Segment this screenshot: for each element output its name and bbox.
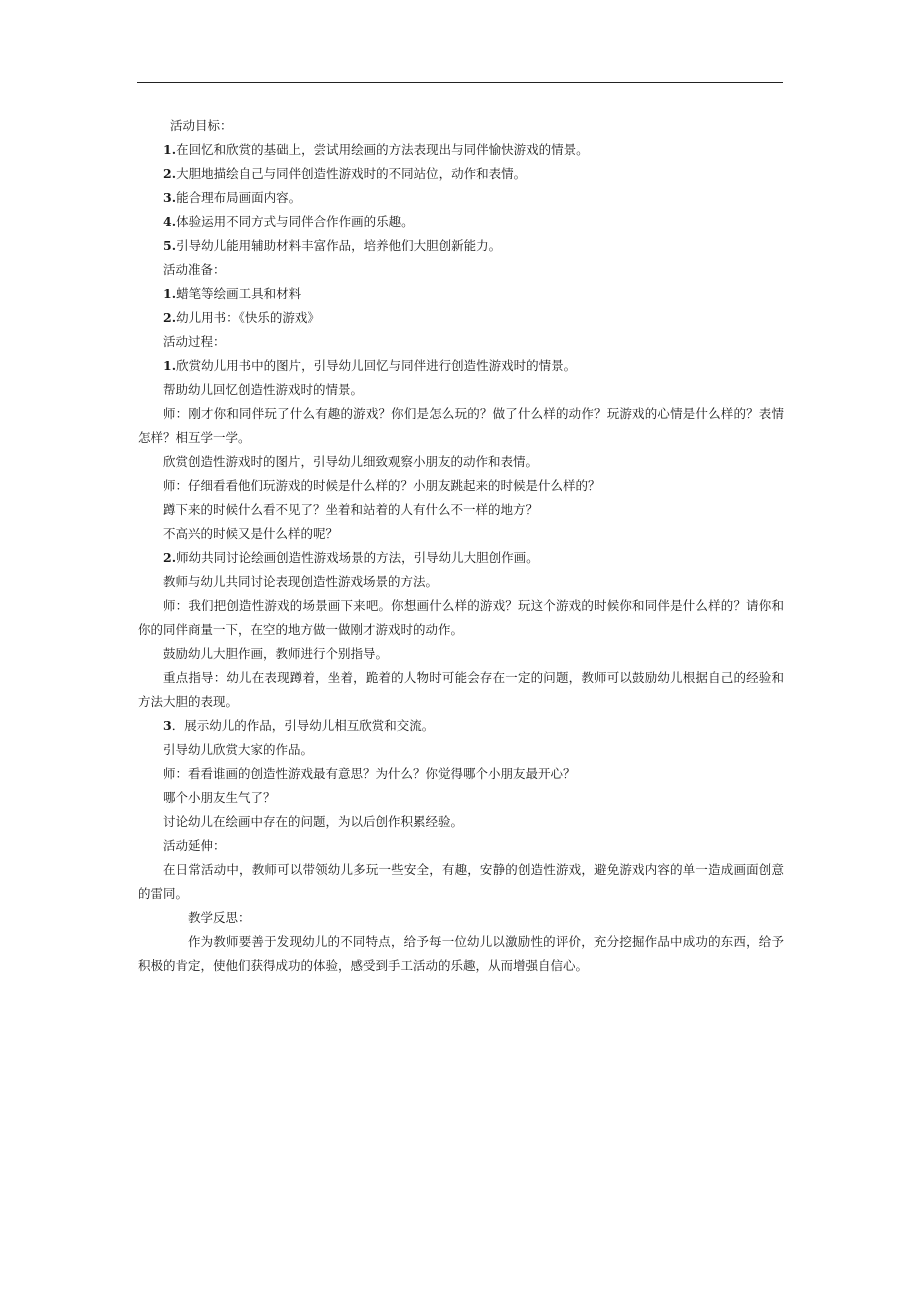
preparation-item-2: 2.幼儿用书：《快乐的游戏》: [163, 310, 320, 325]
process-paragraph: 哪个小朋友生气了？: [163, 790, 276, 805]
reflection-heading: 教学反思：: [188, 910, 251, 925]
process-paragraph: 讨论幼儿在绘画中存在的问题，为以后创作积累经验。: [163, 814, 464, 829]
process-paragraph: 引导幼儿欣赏大家的作品。: [163, 742, 314, 757]
process-heading: 活动过程：: [163, 334, 226, 349]
process-step-1: 1.欣赏幼儿用书中的图片，引导幼儿回忆与同伴进行创造性游戏时的情景。: [163, 358, 577, 373]
teacher-dialogue: 师：我们把创造性游戏的场景画下来吧。你想画什么样的游戏？玩这个游戏的时候你和同伴是什么样的？请你和你的同伴商量一下，在空的地方做一做刚才游戏时的动作。: [138, 598, 784, 637]
goal-item-4: 4.体验运用不同方式与同伴合作作画的乐趣。: [163, 214, 414, 229]
reflection-text: 作为教师要善于发现幼儿的不同特点，给予每一位幼儿以激励性的评价，充分挖掘作品中成功的东西，给予积极的肯定，使他们获得成功的体验，感受到手工活动的乐趣，从而增强自信心。: [138, 934, 784, 973]
process-paragraph: 不高兴的时候又是什么样的呢？: [163, 526, 339, 541]
preparation-item-1: 1.蜡笔等绘画工具和材料: [163, 286, 302, 301]
goal-item-3: 3.能合理布局画面内容。: [163, 190, 302, 205]
process-paragraph: 蹲下来的时候什么看不见了？坐着和站着的人有什么不一样的地方？: [163, 502, 539, 517]
goal-item-2: 2.大胆地描绘自己与同伴创造性游戏时的不同站位，动作和表情。: [163, 166, 527, 181]
process-paragraph: 帮助幼儿回忆创造性游戏时的情景。: [163, 382, 364, 397]
document-body: [138, 114, 784, 978]
process-paragraph: 鼓励幼儿大胆作画，教师进行个别指导。: [163, 646, 389, 661]
key-guidance: 重点指导：幼儿在表现蹲着，坐着，跪着的人物时可能会存在一定的问题，教师可以鼓励幼儿根据自己的经验和方法大胆的表现。: [138, 670, 784, 709]
preparation-heading: 活动准备：: [163, 262, 226, 277]
teacher-dialogue: 师：刚才你和同伴玩了什么有趣的游戏？你们是怎么玩的？做了什么样的动作？玩游戏的心情是什么样的？表情怎样？相互学一学。: [138, 406, 784, 445]
extension-heading: 活动延伸：: [163, 838, 226, 853]
process-step-3: 3．展示幼儿的作品，引导幼儿相互欣赏和交流。: [163, 718, 435, 733]
process-paragraph: 教师与幼儿共同讨论表现创造性游戏场景的方法。: [163, 574, 439, 589]
goal-item-5: 5.引导幼儿能用辅助材料丰富作品，培养他们大胆创新能力。: [163, 238, 502, 253]
extension-text: 在日常活动中，教师可以带领幼儿多玩一些安全，有趣，安静的创造性游戏，避免游戏内容的单一造成画面创意的雷同。: [138, 862, 784, 901]
header-rule: [137, 82, 783, 83]
process-paragraph: 欣赏创造性游戏时的图片，引导幼儿细致观察小朋友的动作和表情。: [163, 454, 539, 469]
teacher-dialogue: 师：看看谁画的创造性游戏最有意思？为什么？你觉得哪个小朋友最开心？: [163, 766, 576, 781]
goals-heading: 活动目标：: [170, 118, 233, 133]
teacher-dialogue: 师：仔细看看他们玩游戏的时候是什么样的？小朋友跳起来的时候是什么样的？: [163, 478, 601, 493]
goal-item-1: 1.在回忆和欣赏的基础上，尝试用绘画的方法表现出与同伴愉快游戏的情景。: [163, 142, 589, 157]
process-step-2: 2.师幼共同讨论绘画创造性游戏场景的方法，引导幼儿大胆创作画。: [163, 550, 539, 565]
